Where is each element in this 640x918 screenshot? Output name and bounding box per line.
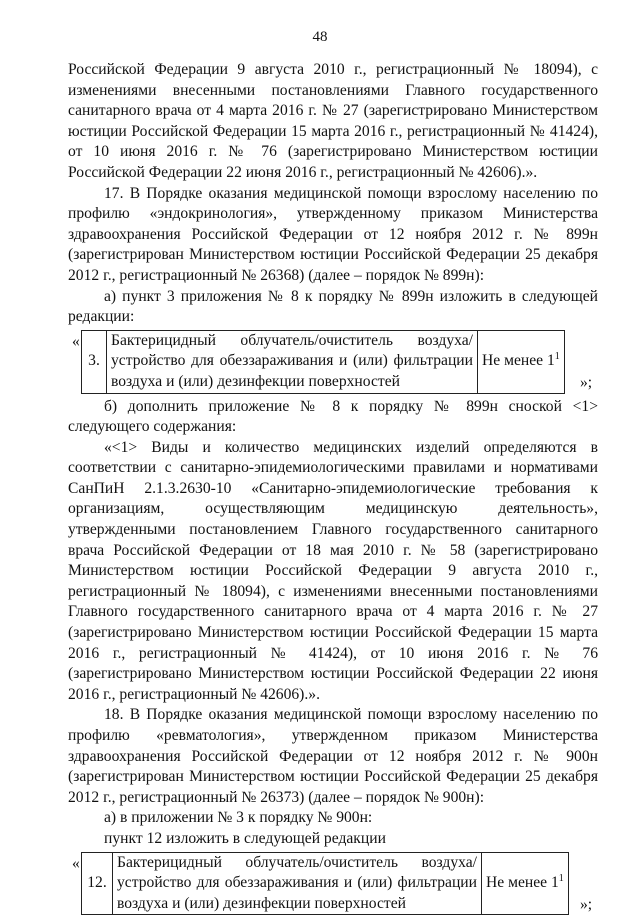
table-2-open-quote: « (72, 854, 80, 872)
table-row (82, 330, 565, 393)
table-2-wrapper (68, 852, 598, 916)
footnote-text: «<1> Виды и количество медицинских изделий определяются в соответствии с санитарно-эпидемиологическими правилами и нормативами СанПиН 2.1.3.2630-10 «Санитарно-эпидемиологические требования к организациям, осуществляющим медицинскую деятельность», утвержденными постановлением Главного государственного санитарного врача Российской Федерации от 18 мая 2010 г. № 58 (зарегистрировано Министерством юстиции Российской Федерации 9 августа 2010 г., регистрационный № 18094), с изменениями внесенными постановлениями Главного государственного санитарного врача от 4 марта 2016 г. № 27 (зарегистрировано Министерством юстиции Российской Федерации 15 марта 2016 г., регистрационный № 41424), от 10 июня 2016 г. № 76 (зарегистрировано Министерством юстиции Российской Федерации 22 июня 2016 г., регистрационный № 42606).». (68, 438, 598, 703)
table-2-item-quantity (482, 852, 569, 915)
table-1-item-quantity (478, 330, 565, 393)
table-1-item-description: Бактерицидный облучатель/очиститель воздуха/устройство для обеззараживания и (или) фильтрации воздуха и (или) дезинфекции поверхностей (107, 330, 478, 393)
table-1-item-number: 3. (82, 330, 107, 393)
table-1-close-quote: »; (580, 373, 593, 391)
table-2-close-quote: »; (580, 895, 593, 913)
paragraph-1: Российской Федерации 9 августа 2010 г., регистрационный № 18094), с изменениями внесенными постановлениями Главного государственного санитарного врача от 4 марта 2016 г. № 27 (зарегистрировано Министерством юстиции Российской Федерации 15 марта 2016 г., регистрационный № 41424), от 10 июня 2016 г. № 76 (зарегистрировано Министерством юстиции Российской Федерации 22 июня 2016 г., регистрационный № 42606).». (68, 61, 598, 181)
document-body (68, 60, 598, 918)
table-row (82, 852, 569, 915)
table-2-item-number: 12. (82, 852, 113, 915)
paragraph-17b: б) дополнить приложение № 8 к порядку № 899н сноской <1> следующего содержания: (68, 397, 598, 436)
table-1-wrapper (68, 330, 598, 394)
paragraph-18: 18. В Порядке оказания медицинской помощи взрослому населению по профилю «ревматология», утвержденном приказом Министерства здравоохранения Российской Федерации от 12 ноября 2012 г. № 900н (зарегистрирован Министерством юстиции Российской Федерации 25 декабря 2012 г., регистрационный № 26373) (далее – порядок № 900н): (68, 706, 598, 806)
paragraph-17a: а) пункт 3 приложения № 8 к порядку № 899н изложить в следующей редакции: (68, 287, 598, 326)
table-2-footnote-mark: 1 (558, 872, 564, 884)
equipment-table-1 (81, 330, 565, 394)
table-1-quantity-text: Не менее 1 (482, 352, 555, 370)
equipment-table-2 (81, 852, 569, 916)
paragraph-18a: а) в приложении № 3 к порядку № 900н: (104, 809, 373, 827)
page-number: 48 (312, 29, 328, 45)
table-1-footnote-mark: 1 (554, 351, 560, 363)
table-2-quantity-text: Не менее 1 (486, 874, 559, 892)
paragraph-18a-item: пункт 12 изложить в следующей редакции (104, 829, 386, 847)
table-1-open-quote: « (72, 332, 80, 350)
paragraph-17: 17. В Порядке оказания медицинской помощи взрослому населению по профилю «эндокринология», утвержденному приказом Министерства здравоохранения Российской Федерации от 12 ноября 2012 г. № 899н (зарегистрирован Министерством юстиции Российской Федерации 25 декабря 2012 г., регистрационный № 26368) (далее – порядок № 899н): (68, 184, 598, 284)
table-2-item-description: Бактерицидный облучатель/очиститель воздуха/устройство для обеззараживания и (или) фильтрации воздуха и (или) дезинфекции поверхностей (113, 852, 482, 915)
